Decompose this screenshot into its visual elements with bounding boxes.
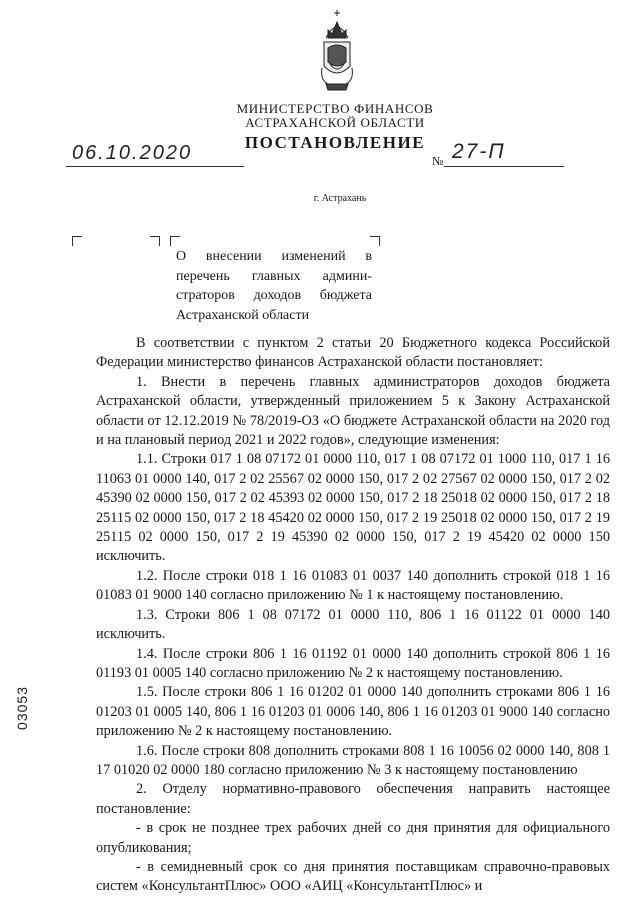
document-body [96, 334, 610, 897]
corner-bracket [370, 236, 380, 246]
document-number: 27-П [452, 140, 506, 163]
body-paragraph: - в семидневный срок со дня принятия поставщикам справочно-правовых систем «КонсультантПлюс» ООО «АИЦ «КонсультантПлюс» и [96, 858, 610, 895]
corner-bracket [72, 236, 82, 246]
subject-line: перечень главных админи- [176, 268, 372, 284]
number-underline [444, 166, 564, 167]
body-paragraph: 1.6. После строки 808 дополнить строками 808 1 16 10056 02 0000 140, 808 1 17 01020 02 0000 180 согласно приложению № 3 к настоящему постановлению [96, 742, 610, 778]
number-sign: № [432, 154, 444, 168]
body-paragraph: 1.5. После строки 806 1 16 01202 01 0000 140 дополнить строками 806 1 16 01203 01 0005 140, 806 1 16 01203 01 0006 140, 806 1 16 01203 01 9000 140 согласно приложению № 2 к настоящему постановлению. [96, 684, 610, 740]
date-underline [66, 166, 244, 167]
body-paragraph: 1.4. После строки 806 1 16 01192 01 0000 140 дополнить строкой 806 1 16 01193 01 0005 140 согласно приложению № 2 к настоящему постановлению. [96, 645, 610, 681]
coat-of-arms-icon [316, 8, 358, 96]
body-paragraph: 1.1. Строки 017 1 08 07172 01 0000 110, 017 1 08 07172 01 1000 110, 017 1 16 11063 01 0000 140, 017 2 02 25567 02 0000 150, 017 2 02 27567 02 0000 150, 017 2 02 45390 02 0000 150, 017 2 02 45393 02 0000 150, 017 2 18 25018 02 0000 150, 017 2 18 25115 02 0000 150, 017 2 18 45420 02 0000 150, 017 2 19 25018 02 0000 150, 017 2 19 25115 02 0000 150, 017 2 19 45390 02 0000 150, 017 2 19 45420 02 0000 150 исключить. [96, 451, 610, 565]
subject-line: Астраханской области [176, 307, 310, 323]
corner-bracket [150, 236, 160, 246]
document-date: 06.10.2020 [72, 142, 193, 164]
subject-line: страторов доходов бюджета [176, 288, 372, 303]
corner-bracket [170, 236, 180, 246]
city: г. Астрахань [313, 193, 367, 204]
body-paragraph: 2. Отделу нормативно-правового обеспечения направить настоящее постановление: [96, 781, 610, 817]
body-paragraph: В соответствии с пунктом 2 статьи 20 Бюджетного кодекса Российской Федерации министерство финансов Астраханской области постановляет: [96, 335, 610, 371]
document-type: ПОСТАНОВЛЕНИЕ [244, 133, 426, 152]
subject-line: О внесении изменений в [176, 249, 372, 264]
body-paragraph: - в срок не позднее трех рабочих дней со дня принятия для официального опубликования; [96, 820, 610, 856]
margin-code: 03053 [14, 686, 30, 730]
body-paragraph: 1.2. После строки 018 1 16 01083 01 0037 140 дополнить строкой 018 1 16 01083 01 9000 140 согласно приложению № 1 к настоящему постановлению. [96, 567, 610, 604]
ministry-name-line1: МИНИСТЕРСТВО ФИНАНСОВ [236, 101, 434, 116]
body-paragraph: 1. Внести в перечень главных администраторов доходов бюджета Астраханской области, утвержденный приложением 5 к Закону Астраханской области от 12.12.2019 № 78/2019-ОЗ «О бюджете Астраханской области на 2020 год и на плановый период 2021 и 2022 годов», следующие изменения: [96, 373, 610, 449]
document-subject [176, 247, 372, 325]
ministry-name-line2: АСТРАХАНСКОЙ ОБЛАСТИ [245, 115, 425, 130]
body-paragraph: 1.3. Строки 806 1 08 07172 01 0000 110, 806 1 16 01122 01 0000 140 исключить. [96, 606, 610, 643]
